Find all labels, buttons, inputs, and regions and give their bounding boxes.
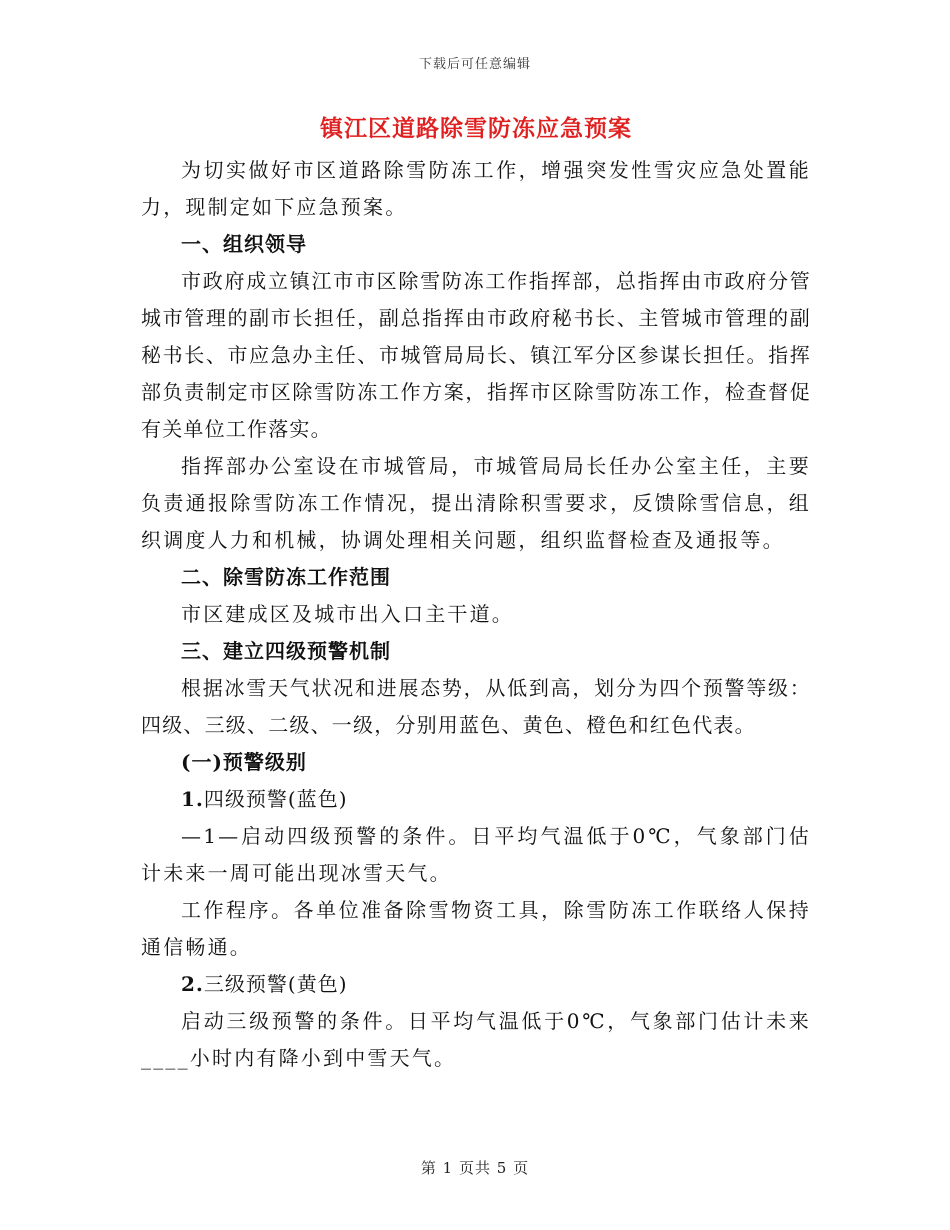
level3-condition: 启动三级预警的条件。日平均气温低于0℃，气象部门估计未来____小时内有降小到中雪天气。 xyxy=(141,1009,811,1070)
level4-condition: —1—启动四级预警的条件。日平均气温低于0℃，气象部门估计未来一周可能出现冰雪天气。 xyxy=(141,824,811,885)
level4-number: 1. xyxy=(181,787,204,811)
scope-paragraph: 市区建成区及城市出入口主干道。 xyxy=(181,602,514,626)
warning-levels-subheading: (一)预警级别 xyxy=(181,750,307,774)
page-indicator: 第 1 页共 5 页 xyxy=(420,1159,530,1177)
warning-mechanism-paragraph: 根据冰雪天气状况和进展态势，从低到高，划分为四个预警等级：四级、三级、二级、一级，分别用蓝色、黄色、橙色和红色代表。 xyxy=(141,676,811,737)
level4-procedure: 工作程序。各单位准备除雪物资工具，除雪防冻工作联络人保持通信畅通。 xyxy=(141,898,811,959)
header-note: 下载后可任意编辑 xyxy=(418,57,531,72)
section-heading-scope: 二、除雪防冻工作范围 xyxy=(181,565,391,589)
document-body xyxy=(141,112,811,1077)
intro-paragraph: 为切实做好市区道路除雪防冻工作，增强突发性雪灾应急处置能力，现制定如下应急预案。 xyxy=(141,158,811,219)
level3-label: 三级预警(黄色) xyxy=(203,972,348,996)
level4-label: 四级预警(蓝色) xyxy=(203,787,348,811)
organization-paragraph-1: 市政府成立镇江市市区除雪防冻工作指挥部，总指挥由市政府分管城市管理的副市长担任，副总指挥由市政府秘书长、主管城市管理的副秘书长、市应急办主任、市城管局局长、镇江军分区参谋长担任。指挥部负责制定市区除雪防冻工作方案，指挥市区除雪防冻工作，检查督促有关单位工作落实。 xyxy=(141,269,811,441)
section-heading-organization: 一、组织领导 xyxy=(181,232,307,256)
level3-heading xyxy=(141,966,811,1003)
organization-paragraph-2: 指挥部办公室设在市城管局，市城管局局长任办公室主任，主要负责通报除雪防冻工作情况，提出清除积雪要求，反馈除雪信息，组织调度人力和机械，协调处理相关问题，组织监督检查及通报等。 xyxy=(141,454,811,552)
level4-heading xyxy=(141,781,811,818)
document-title: 镇江区道路除雪防冻应急预案 xyxy=(320,115,632,142)
section-heading-warning-mechanism: 三、建立四级预警机制 xyxy=(181,639,391,663)
level3-number: 2. xyxy=(181,972,204,996)
